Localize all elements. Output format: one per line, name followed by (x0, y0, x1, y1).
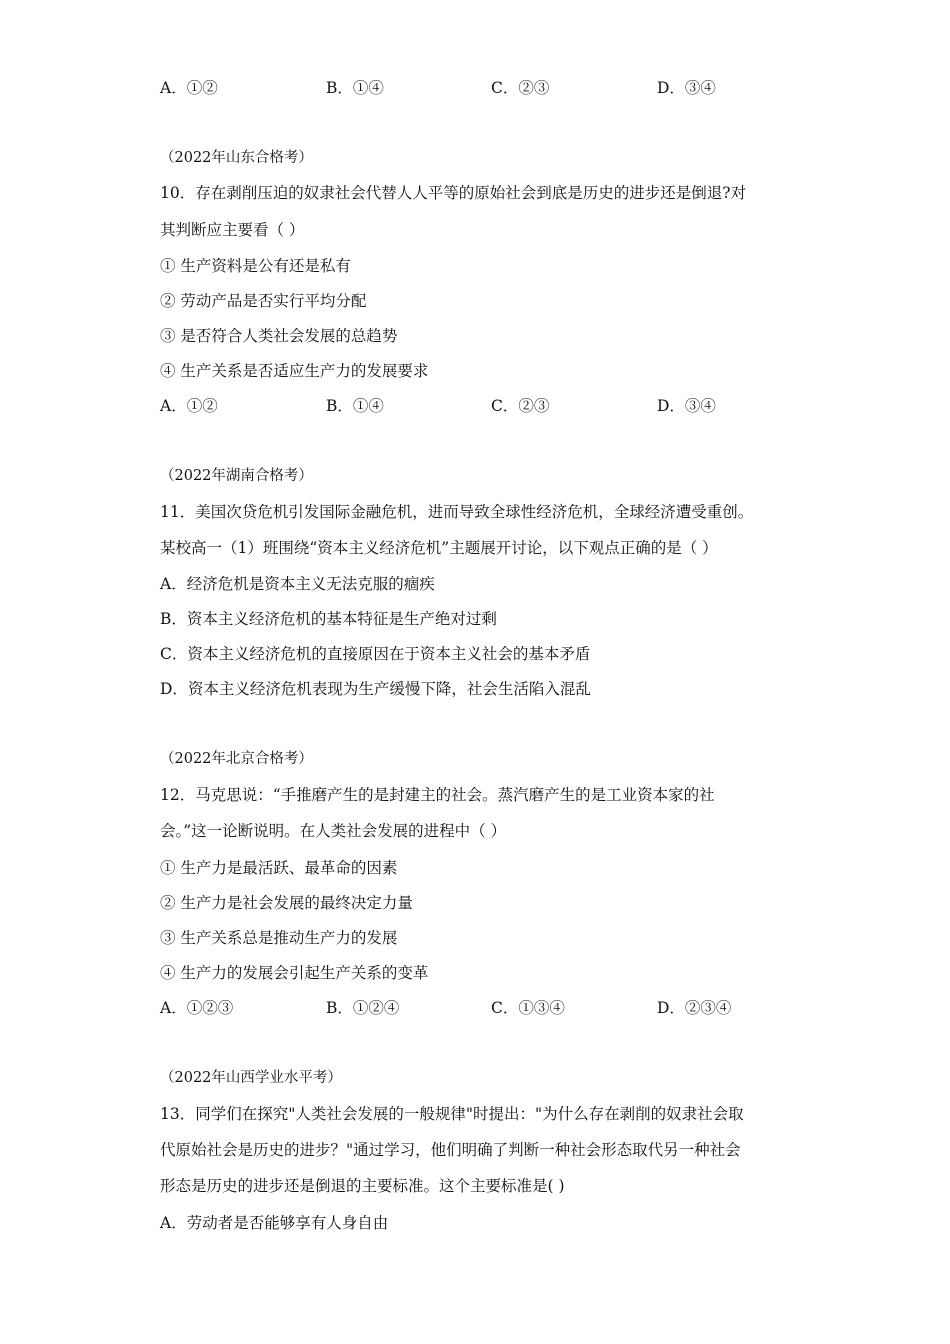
option-d: D．③④ (657, 79, 716, 97)
q12-stem-line-1: 12．马克思说：“手推磨产生的是封建主的社会。蒸汽磨产生的是工业资本家的社 (160, 786, 715, 804)
q12-item-3: ③ 生产关系总是推动生产力的发展 (160, 929, 398, 947)
q10-option-c: C．②③ (491, 397, 550, 415)
option-c: C．②③ (491, 79, 550, 97)
q10-stem-line-2: 其判断应主要看（ ） (160, 221, 305, 239)
previous-question-options (160, 78, 800, 98)
q11-option-c: C．资本主义经济危机的直接原因在于资本主义社会的基本矛盾 (160, 645, 591, 663)
q12-options (160, 998, 800, 1018)
q12-option-a: A．①②③ (160, 999, 234, 1017)
q10-item-3: ③ 是否符合人类社会发展的总趋势 (160, 327, 398, 345)
q11-option-b: B．资本主义经济危机的基本特征是生产绝对过剩 (160, 610, 497, 628)
q10-option-b: B．①④ (326, 397, 384, 415)
q10-options (160, 396, 800, 416)
q12-item-2: ② 生产力是社会发展的最终决定力量 (160, 894, 413, 912)
q12-source: （2022年北京合格考） (160, 751, 313, 767)
q12-option-b: B．①②④ (326, 999, 400, 1017)
q12-stem-line-2: 会。”这一论断说明。在人类社会发展的进程中（ ） (160, 822, 507, 840)
q13-stem-line-1: 13．同学们在探究"人类社会发展的一般规律"时提出："为什么存在剥削的奴隶社会取 (160, 1105, 744, 1123)
option-a: A．①② (160, 79, 218, 97)
q11-stem-line-2: 某校高一（1）班围绕“资本主义经济危机”主题展开讨论，以下观点正确的是（ ） (160, 539, 718, 557)
q12-item-1: ① 生产力是最活跃、最革命的因素 (160, 859, 398, 877)
q10-item-1: ① 生产资料是公有还是私有 (160, 257, 351, 275)
q10-option-a: A．①② (160, 397, 218, 415)
q10-option-d: D．③④ (657, 397, 716, 415)
q10-source: （2022年山东合格考） (160, 150, 313, 166)
q10-item-4: ④ 生产关系是否适应生产力的发展要求 (160, 362, 429, 380)
q11-option-a: A．经济危机是资本主义无法克服的痼疾 (160, 575, 435, 593)
q12-item-4: ④ 生产力的发展会引起生产关系的变革 (160, 964, 429, 982)
q11-stem-line-1: 11．美国次贷危机引发国际金融危机，进而导致全球性经济危机，全球经济遭受重创。 (160, 503, 754, 521)
q10-item-2: ② 劳动产品是否实行平均分配 (160, 292, 367, 310)
q13-stem-line-3: 形态是历史的进步还是倒退的主要标准。这个主要标准是( ) (160, 1177, 565, 1195)
q13-source: （2022年山西学业水平考） (160, 1070, 342, 1086)
q12-option-c: C．①③④ (491, 999, 565, 1017)
q11-source: （2022年湖南合格考） (160, 468, 313, 484)
option-b: B．①④ (326, 79, 384, 97)
q12-option-d: D．②③④ (657, 999, 732, 1017)
q10-stem-line-1: 10．存在剥削压迫的奴隶社会代替人人平等的原始社会到底是历史的进步还是倒退?对 (160, 184, 747, 202)
q11-option-d: D．资本主义经济危机表现为生产缓慢下降，社会生活陷入混乱 (160, 680, 591, 698)
q13-option-a: A．劳动者是否能够享有人身自由 (160, 1214, 389, 1232)
q13-stem-line-2: 代原始社会是历史的进步？"通过学习，他们明确了判断一种社会形态取代另一种社会 (160, 1141, 741, 1159)
